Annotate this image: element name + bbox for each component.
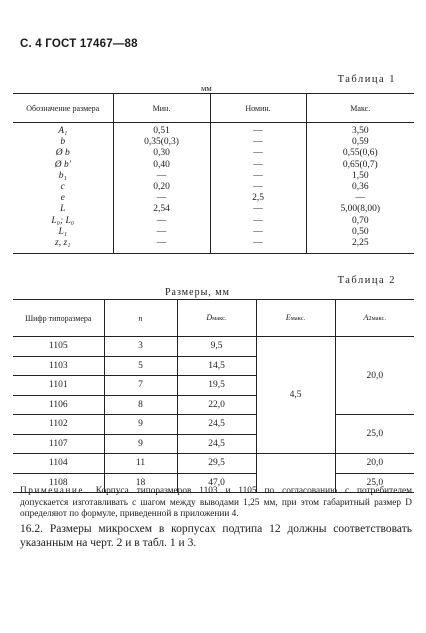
table-row: 1105 3 9,5 4,5 20,0 bbox=[13, 337, 414, 357]
table1-body bbox=[13, 123, 414, 254]
table2-unit: Размеры, мм bbox=[165, 287, 230, 298]
table2-header-n: n bbox=[104, 300, 177, 337]
table2-header-a: A2макс. bbox=[335, 300, 414, 337]
table2-caption: Таблица 2 bbox=[337, 275, 396, 286]
table2-header-code: Шифр типоразмера bbox=[13, 300, 104, 337]
table2-header-e: Eмакс. bbox=[256, 300, 335, 337]
table2 bbox=[13, 299, 414, 493]
table2-a-value: 20,0 bbox=[335, 337, 414, 415]
table-row: 1101 7 19,5 bbox=[13, 376, 414, 396]
table-row: b₁ — — 1,50 bbox=[13, 171, 414, 182]
table2-e-value: 4,5 bbox=[256, 337, 335, 454]
table-row: 1108 18 47,0 25,0 bbox=[13, 473, 414, 493]
table1-header-designation: Обозначение размера bbox=[13, 94, 113, 123]
table1-caption: Таблица 1 bbox=[337, 74, 396, 85]
table-row: Ø b 0,30 — 0,55(0,6) bbox=[13, 148, 414, 159]
table-row: A₁ 0,51 — 3,50 bbox=[13, 123, 414, 138]
table-row: 1106 8 22,0 bbox=[13, 395, 414, 415]
table-row: L 2,54 — 5,00(8,00) bbox=[13, 204, 414, 215]
table-row: 1104 11 29,5 20,0 bbox=[13, 454, 414, 474]
table2-a-value: 25,0 bbox=[335, 473, 414, 493]
table-row: 1103 5 14,5 bbox=[13, 356, 414, 376]
table-row: L₀; L₀ — — 0,70 bbox=[13, 216, 414, 227]
table2-a-value: 20,0 bbox=[335, 454, 414, 474]
table-row: 1102 9 24,5 25,0 bbox=[13, 415, 414, 435]
section-paragraph: 16.2. Размеры микросхем в корпусах подтипа 12 должны соответствовать указанным на черт. 2 и в табл. 1 и 3. bbox=[20, 523, 412, 549]
table-row: 1107 9 24,5 bbox=[13, 434, 414, 454]
table1 bbox=[13, 93, 414, 254]
table2-a-value: 25,0 bbox=[335, 415, 414, 454]
table1-header-nom: Номин. bbox=[210, 94, 306, 123]
table-row: c 0,20 — 0,36 bbox=[13, 182, 414, 193]
note-text: Корпуса типоразмеров 1103 и 1105 по согласованию с потребителем допускается изготавливать с шагом между выводами 1,25 мм, при этом габаритный размер D определяют по формуле, приведенной в приложении 4. bbox=[20, 486, 412, 519]
table2-header-d: Dмакс. bbox=[177, 300, 256, 337]
page-header: С. 4 ГОСТ 17467—88 bbox=[20, 38, 138, 50]
table1-unit: мм bbox=[201, 83, 212, 93]
table1-header-max: Макс. bbox=[306, 94, 414, 123]
table1-header-min: Мин. bbox=[113, 94, 210, 123]
note-label: Примечание. bbox=[20, 486, 88, 496]
table-row: e — 2,5 — bbox=[13, 193, 414, 204]
table-row: b 0,35(0,3) — 0,59 bbox=[13, 137, 414, 148]
table-note bbox=[20, 486, 412, 521]
table-row: z, z₁ — — 2,25 bbox=[13, 238, 414, 254]
table-row: Ø b′ 0,40 — 0,65(0,7) bbox=[13, 160, 414, 171]
table-row: L₁ — — 0,50 bbox=[13, 227, 414, 238]
